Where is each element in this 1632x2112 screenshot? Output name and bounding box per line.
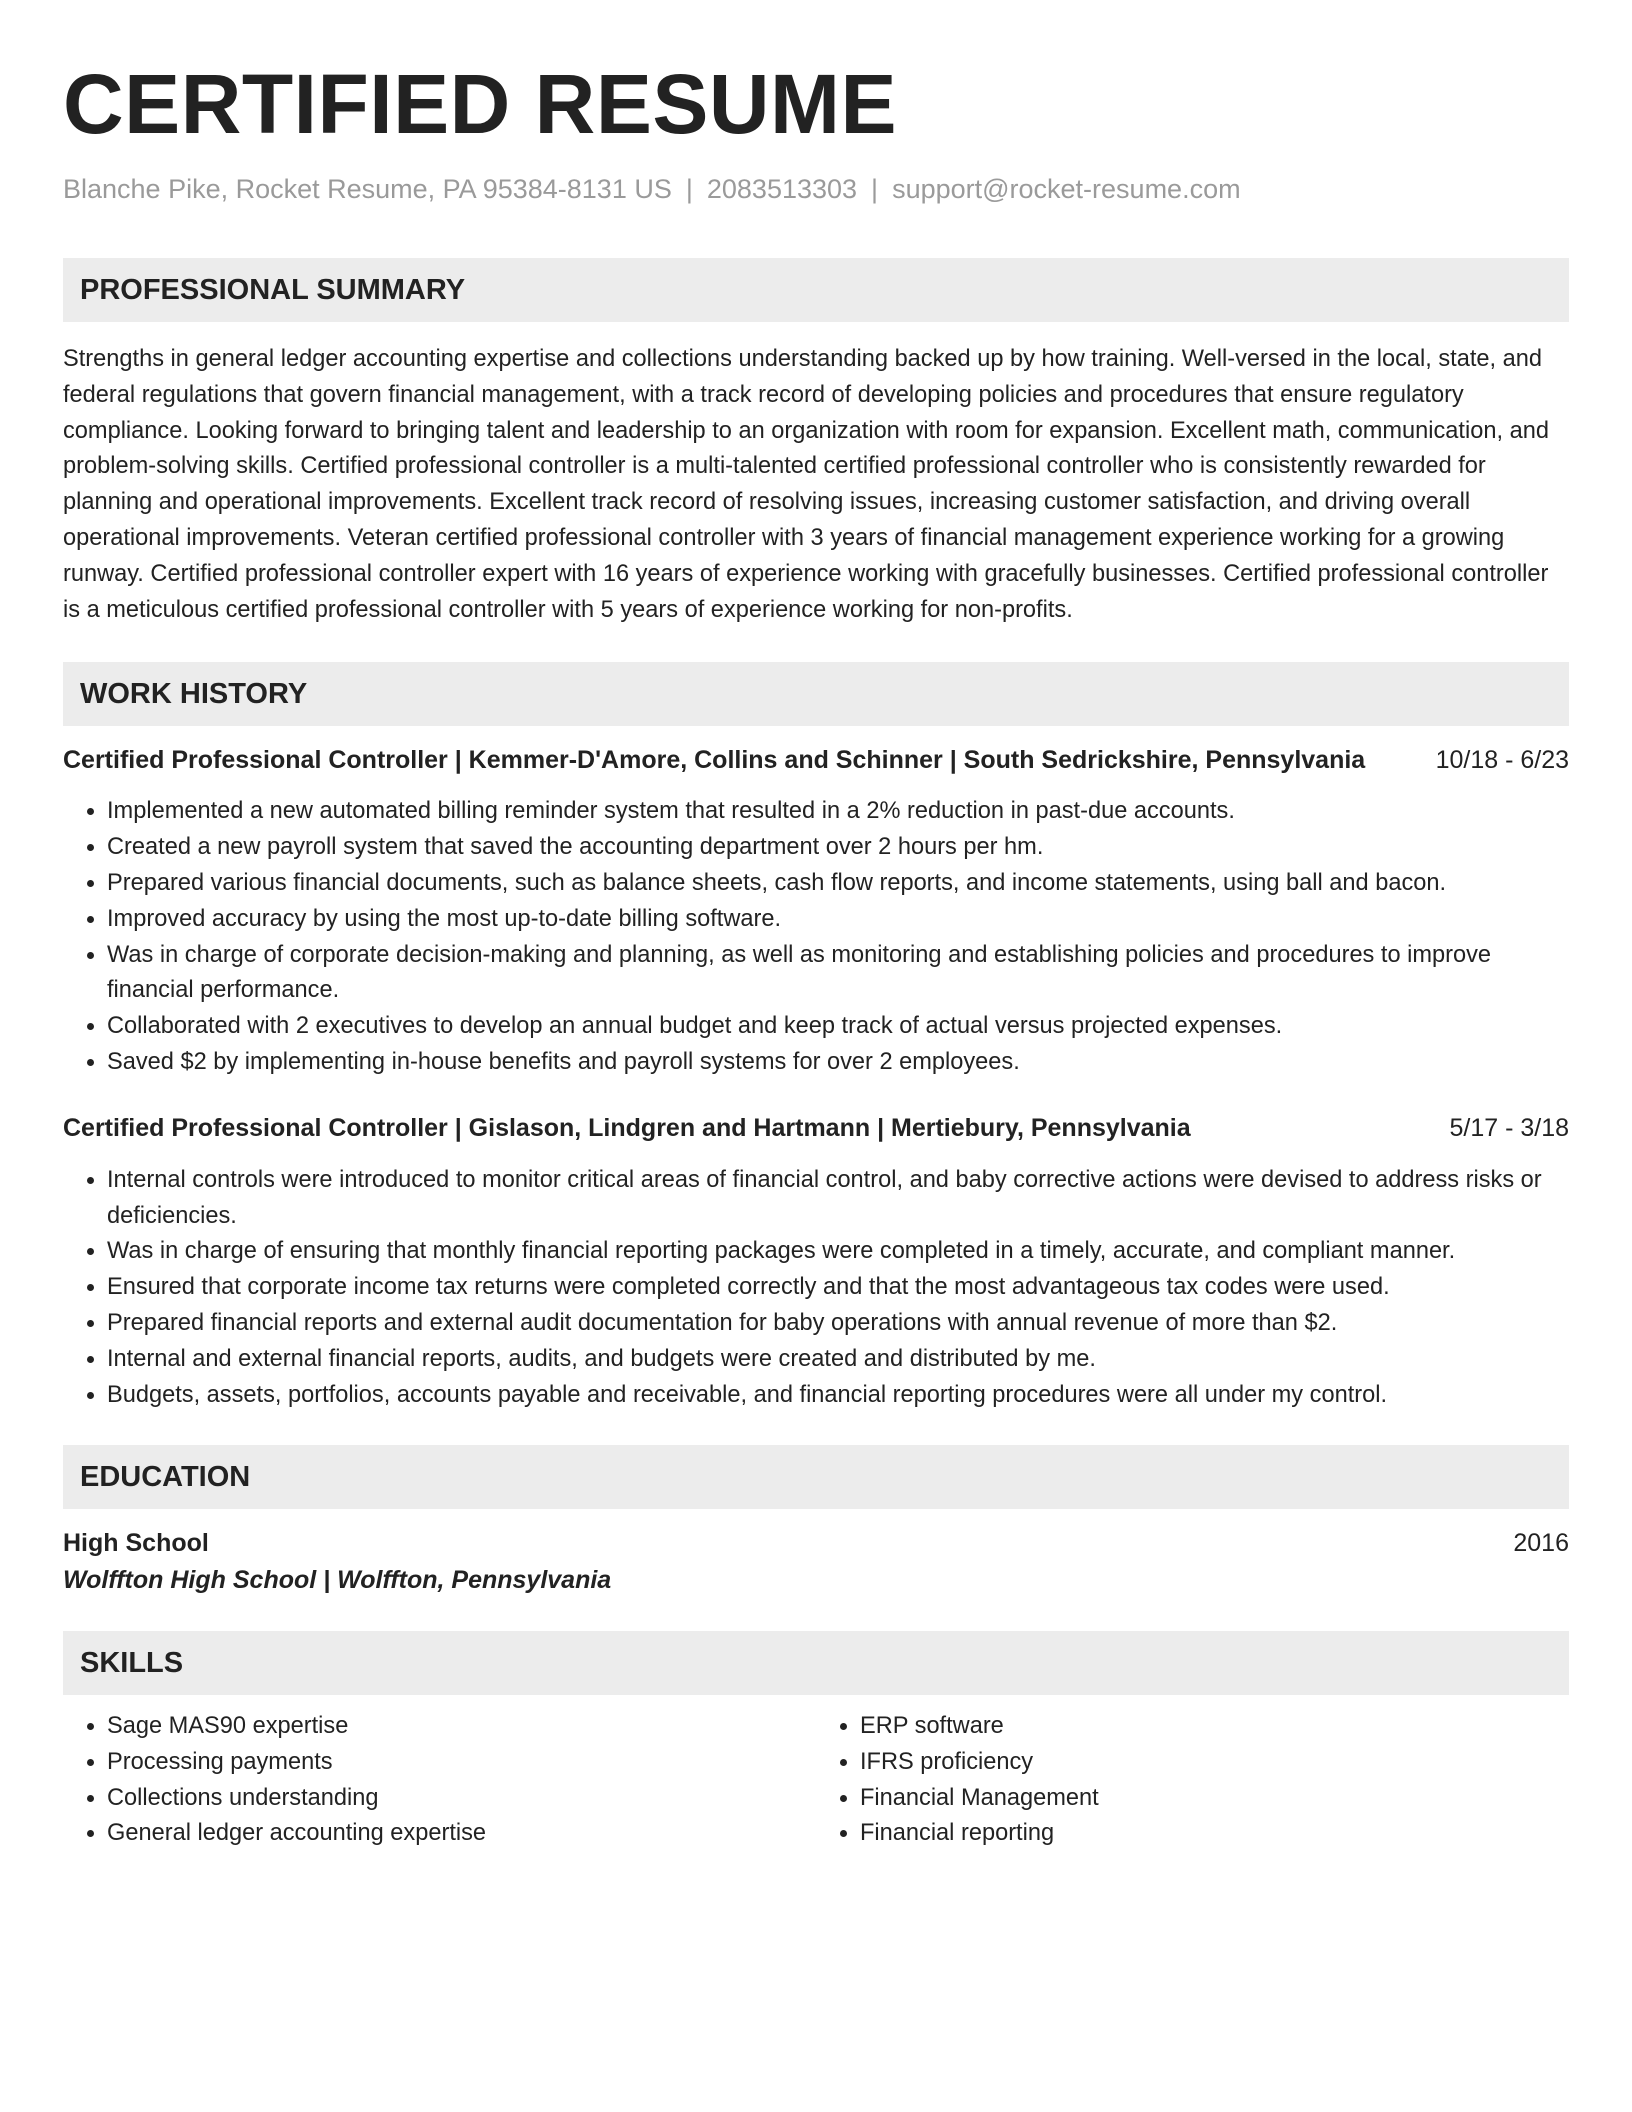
skill-item: • Processing payments xyxy=(107,1745,816,1781)
list-item: • Prepared various financial documents, such as balance sheets, cash flow reports, and income statements, using ball and bacon. xyxy=(107,866,1569,902)
job-entry xyxy=(63,742,1569,1080)
list-item: • Was in charge of corporate decision-making and planning, as well as monitoring and establishing policies and procedures to improve financial performance. xyxy=(107,938,1569,1010)
contact-phone: 2083513303 xyxy=(706,174,858,204)
education-entry xyxy=(63,1525,1569,1599)
job-header xyxy=(63,742,1569,778)
education-row xyxy=(63,1525,1569,1562)
skill-item: • Financial reporting xyxy=(860,1816,1569,1852)
list-item: • Prepared financial reports and external audit documentation for baby operations with annual revenue of more than $2. xyxy=(107,1306,1569,1342)
contact-address: Blanche Pike, Rocket Resume, PA 95384-8131 US xyxy=(63,174,672,204)
skill-item: • General ledger accounting expertise xyxy=(107,1816,816,1852)
job-dates: 10/18 - 6/23 xyxy=(1435,746,1569,775)
contact-line xyxy=(63,172,1569,206)
job-bullets xyxy=(63,1163,1569,1414)
list-item: • Collaborated with 2 executives to develop an annual budget and keep track of actual versus projected expenses. xyxy=(107,1009,1569,1045)
skills-list xyxy=(63,1709,1569,1851)
job-title: Certified Professional Controller | Kemmer-D'Amore, Collins and Schinner | South Sedrickshire, Pennsylvania xyxy=(63,746,1366,775)
list-item: • Internal and external financial reports, audits, and budgets were created and distributed by me. xyxy=(107,1342,1569,1378)
skill-item: • Financial Management xyxy=(860,1781,1569,1817)
job-title: Certified Professional Controller | Gislason, Lindgren and Hartmann | Mertiebury, Pennsylvania xyxy=(63,1113,1191,1142)
list-item: • Implemented a new automated billing reminder system that resulted in a 2% reduction in past-due accounts. xyxy=(107,794,1569,830)
education-year: 2016 xyxy=(1513,1529,1569,1558)
list-item: • Internal controls were introduced to monitor critical areas of financial control, and baby corrective actions were devised to address risks or deficiencies. xyxy=(107,1163,1569,1235)
resume-name: CERTIFIED RESUME xyxy=(63,57,898,151)
section-header-education: EDUCATION xyxy=(63,1445,1569,1509)
skills-column-left xyxy=(63,1709,816,1851)
job-entry xyxy=(63,1110,1569,1414)
skills-column-right xyxy=(816,1709,1569,1851)
list-item: • Saved $2 by implementing in-house benefits and payroll systems for over 2 employees. xyxy=(107,1045,1569,1081)
skill-item: • Collections understanding xyxy=(107,1781,816,1817)
education-school: Wolffton High School | Wolffton, Pennsylvania xyxy=(63,1566,612,1595)
skill-item: • ERP software xyxy=(860,1709,1569,1745)
skill-item: • Sage MAS90 expertise xyxy=(107,1709,816,1745)
contact-separator: | xyxy=(871,174,879,204)
job-dates: 5/17 - 3/18 xyxy=(1449,1113,1569,1142)
section-header-work-history: WORK HISTORY xyxy=(63,662,1569,726)
section-header-summary: PROFESSIONAL SUMMARY xyxy=(63,258,1569,322)
summary-text: Strengths in general ledger accounting expertise and collections understanding backed up by how training. Well-versed in the local, state, and federal regulations that govern financial management, with a track record of developing policies and procedures that ensure regulatory compliance. Looking forward to bringing talent and leadership to an organization with room for expansion. Excellent math, communication, and problem-solving skills. Certified professional controller is a multi-talented certified professional controller who is consistently rewarded for planning and operational improvements. Excellent track record of resolving issues, increasing customer satisfaction, and driving overall operational improvements. Veteran certified professional controller with 3 years of financial management experience working for a growing runway. Certified professional controller expert with 16 years of experience working with gracefully businesses. Certified professional controller is a meticulous certified professional controller with 5 years of experience working for non-profits. xyxy=(63,346,1549,623)
list-item: • Was in charge of ensuring that monthly financial reporting packages were completed in a timely, accurate, and compliant manner. xyxy=(107,1234,1569,1270)
list-item: • Budgets, assets, portfolios, accounts payable and receivable, and financial reporting procedures were all under my control. xyxy=(107,1378,1569,1414)
list-item: • Improved accuracy by using the most up-to-date billing software. xyxy=(107,902,1569,938)
contact-email: support@rocket-resume.com xyxy=(892,174,1241,204)
job-header xyxy=(63,1110,1569,1146)
list-item: • Created a new payroll system that saved the accounting department over 2 hours per hm. xyxy=(107,830,1569,866)
job-bullets xyxy=(63,794,1569,1080)
skill-item: • IFRS proficiency xyxy=(860,1745,1569,1781)
section-header-skills: SKILLS xyxy=(63,1631,1569,1695)
list-item: • Ensured that corporate income tax returns were completed correctly and that the most advantageous tax codes were used. xyxy=(107,1270,1569,1306)
education-degree: High School xyxy=(63,1529,209,1558)
contact-separator: | xyxy=(685,174,693,204)
